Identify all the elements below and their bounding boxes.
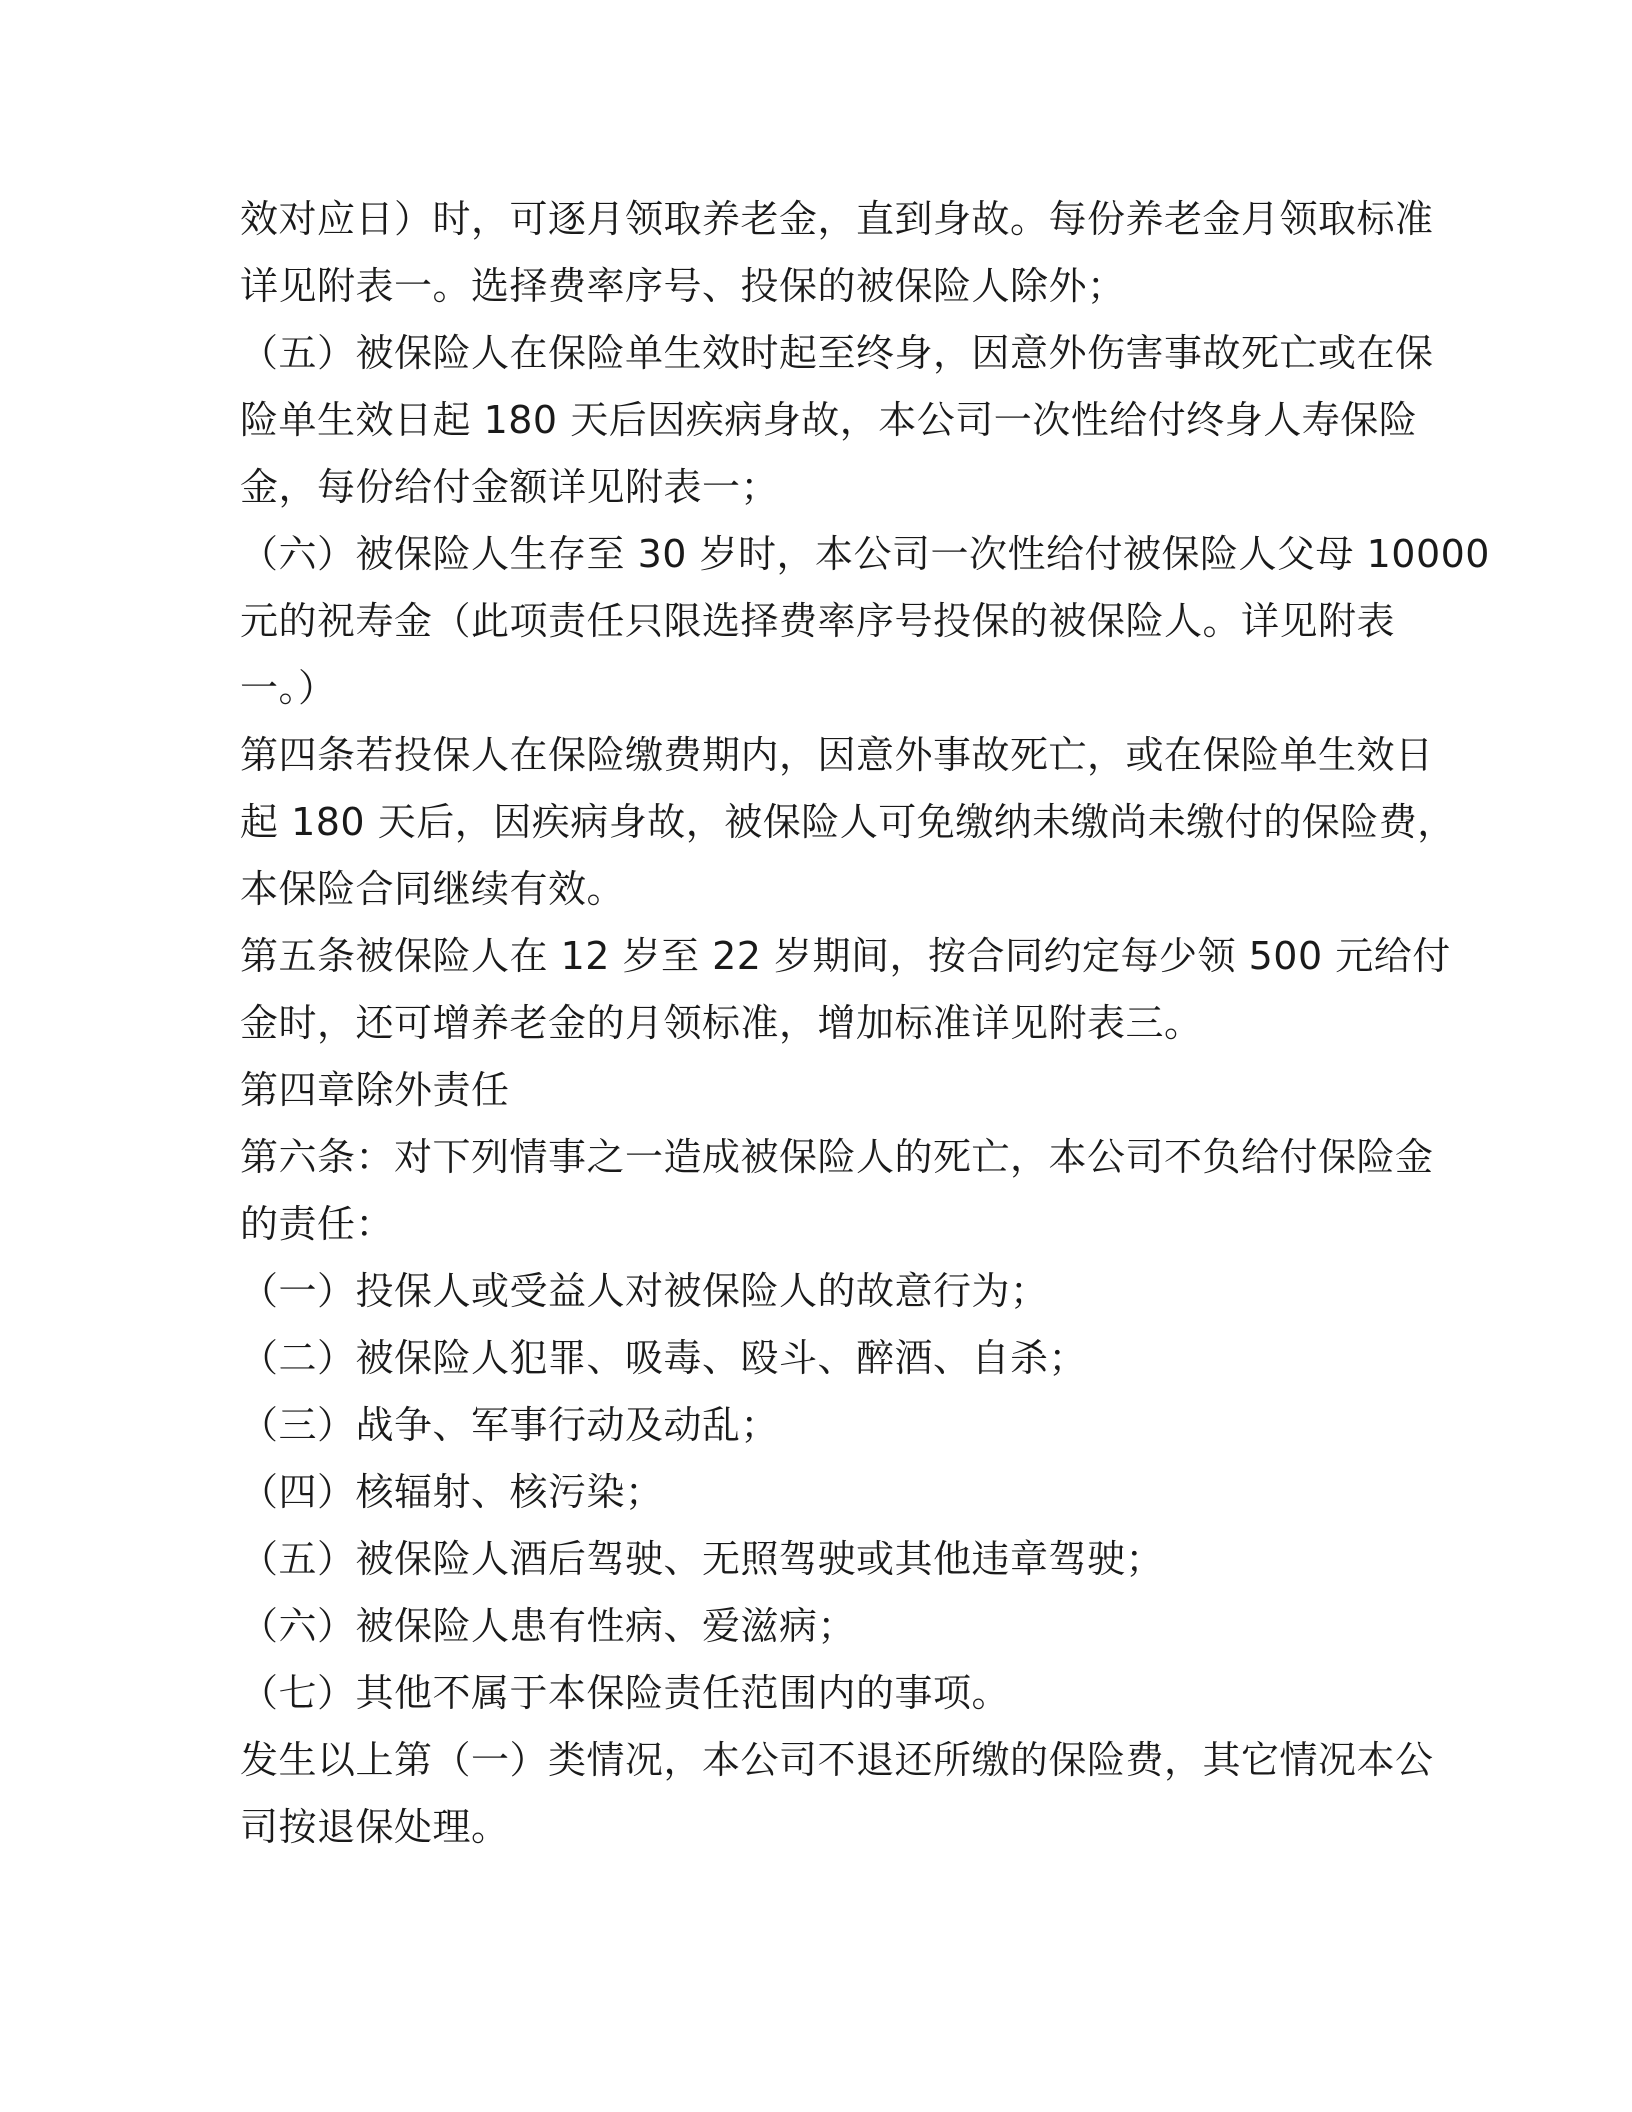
text-line: 详见附表一。选择费率序号、投保的被保险人除外；: [240, 264, 1126, 308]
text-line: 效对应日）时，可逐月领取养老金，直到身故。每份养老金月领取标准: [240, 197, 1434, 241]
exclusion-item: （七）其他不属于本保险责任范围内的事项。: [240, 1671, 1011, 1715]
text-line: （五）被保险人在保险单生效时起至终身，因意外伤害事故死亡或在保: [240, 331, 1434, 375]
text-line: 金时，还可增养老金的月领标准，增加标准详见附表三。: [240, 1001, 1203, 1045]
exclusion-item: （五）被保险人酒后驾驶、无照驾驶或其他违章驾驶；: [240, 1537, 1165, 1581]
text-line: 一。）: [240, 666, 337, 710]
article-6-line: 第六条：对下列情事之一造成被保险人的死亡，本公司不负给付保险金: [240, 1135, 1434, 1179]
text-line: 元的祝寿金（此项责任只限选择费率序号投保的被保险人。详见附表: [240, 599, 1396, 643]
exclusion-item: （四）核辐射、核污染；: [240, 1470, 664, 1514]
text-line: 发生以上第（一）类情况，本公司不退还所缴的保险费，其它情况本公: [240, 1738, 1434, 1782]
document-page: [240, 186, 1490, 1861]
text-line: （六）被保险人生存至 30 岁时，本公司一次性给付被保险人父母 10000: [240, 532, 1490, 576]
article-4-line: 第四条若投保人在保险缴费期内，因意外事故死亡，或在保险单生效日: [240, 733, 1434, 777]
text-line: 险单生效日起 180 天后因疾病身故，本公司一次性给付终身人寿保险: [240, 398, 1418, 442]
chapter-heading: 第四章除外责任: [240, 1068, 510, 1112]
exclusion-item: （二）被保险人犯罪、吸毒、殴斗、醉酒、自杀；: [240, 1336, 1088, 1380]
text-line: 的责任：: [240, 1202, 395, 1246]
exclusion-item: （一）投保人或受益人对被保险人的故意行为；: [240, 1269, 1049, 1313]
article-5-line: 第五条被保险人在 12 岁至 22 岁期间，按合同约定每少领 500 元给付: [240, 934, 1451, 978]
text-line: 金，每份给付金额详见附表一；: [240, 465, 780, 509]
text-line: 起 180 天后，因疾病身故，被保险人可免缴纳未缴尚未缴付的保险费，: [240, 800, 1456, 844]
text-line: 本保险合同继续有效。: [240, 867, 626, 911]
exclusion-item: （三）战争、军事行动及动乱；: [240, 1403, 780, 1447]
text-line: 司按退保处理。: [240, 1805, 510, 1849]
exclusion-item: （六）被保险人患有性病、爱滋病；: [240, 1604, 857, 1648]
